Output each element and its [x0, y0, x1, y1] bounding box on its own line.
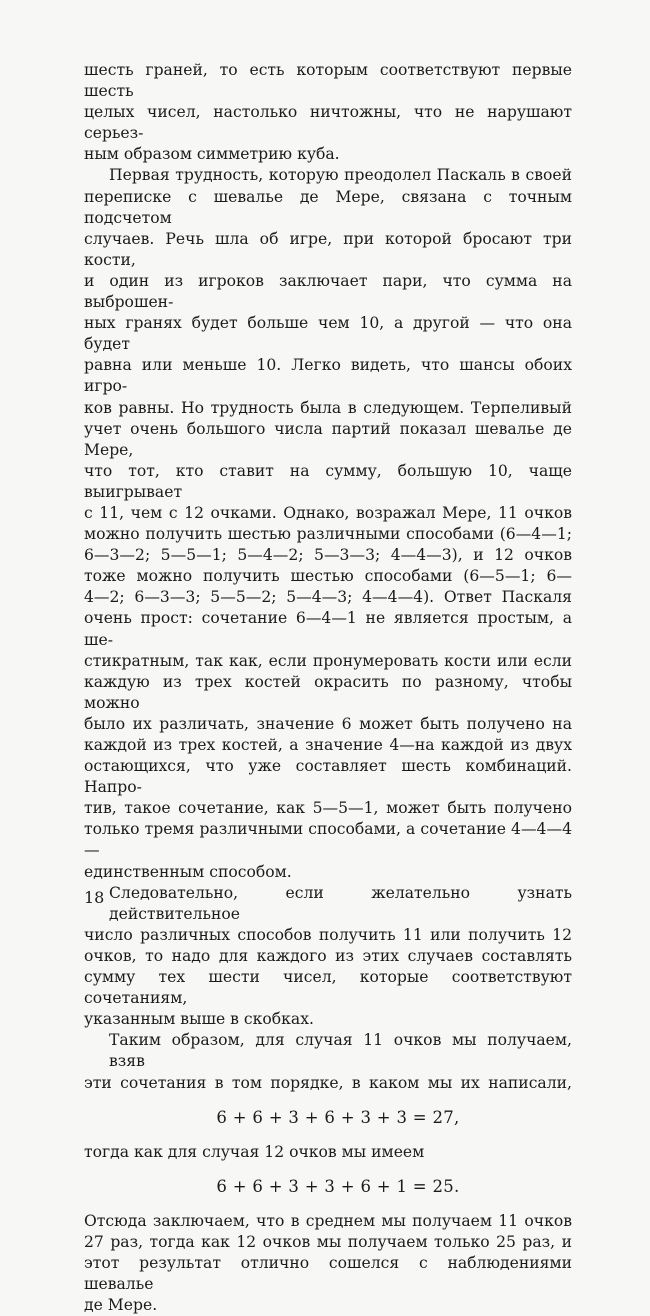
text-line: целых чисел, настолько ничтожны, что не нарушают серьез-	[84, 103, 572, 143]
text-line: переписке с шевалье де Мере, связана с точным подсчетом	[84, 187, 572, 227]
text-line: ным образом симметрию куба.	[84, 145, 340, 164]
text-line: этот результат отлично сошелся с наблюдениями шевалье	[84, 1253, 572, 1293]
text-line: тив, такое сочетание, как 5—5—1, может быть получено	[84, 799, 572, 818]
paragraph-continuation	[84, 60, 572, 165]
text-line: равна или меньше 10. Легко видеть, что шансы обоих игро-	[84, 356, 572, 396]
text-line: Первая трудность, которую преодолел Паскаль в своей	[109, 166, 572, 185]
text-line: 27 раз, тогда как 12 очков мы получаем только 25 раз, и	[84, 1232, 572, 1251]
text-line: ков равны. Но трудность была в следующем. Терпеливый	[84, 398, 572, 417]
text-line: тогда как для случая 12 очков мы имеем	[84, 1142, 425, 1161]
text-line: тоже можно получить шестью способами (6—5—1; 6—	[84, 567, 572, 586]
text-line: очков, то надо для каждого из этих случаев составлять	[84, 946, 572, 965]
text-line: 4—2; 6—3—3; 5—5—2; 5—4—3; 4—4—4). Ответ Паскаля	[84, 588, 572, 607]
paragraph-counting-method	[84, 883, 572, 1031]
text-line: Следовательно, если желательно узнать действительное	[109, 883, 572, 923]
text-line: число различных способов получить 11 или получить 12	[84, 925, 572, 944]
formula-sum-27: 6 + 6 + 3 + 6 + 3 + 3 = 27,	[216, 1107, 460, 1127]
text-line: каждую из трех костей окрасить по разному, чтобы можно	[84, 672, 572, 712]
text-line: стикратным, так как, если пронумеровать кости или если	[84, 651, 572, 670]
text-line: Отсюда заключаем, что в среднем мы получаем 11 очков	[84, 1211, 572, 1230]
text-line: Таким образом, для случая 11 очков мы получаем, взяв	[109, 1031, 572, 1071]
text-line: шесть граней, то есть которым соответствуют первые шесть	[84, 61, 572, 101]
formula-sum-25: 6 + 6 + 3 + 3 + 6 + 1 = 25.	[216, 1176, 460, 1196]
text-line: и один из игроков заключает пари, что сумма на выброшен-	[84, 271, 572, 312]
text-line: 6—3—2; 5—5—1; 5—4—2; 5—3—3; 4—4—3), и 12 очков	[84, 546, 572, 565]
text-line: эти сочетания в том порядке, в каком мы их написали,	[84, 1073, 572, 1092]
text-line: что тот, кто ставит на сумму, большую 10, чаще выигрывает	[84, 461, 572, 501]
text-line: учет очень большого числа партий показал шевалье де Мере,	[84, 419, 572, 459]
text-line: ных гранях будет больше чем 10, а другой — что она будет	[84, 314, 572, 354]
text-line: с 11, чем с 12 очками. Однако, возражал Мере, 11 очков	[84, 503, 572, 522]
page-body	[84, 60, 572, 1316]
paragraph-between-formulas	[84, 1142, 572, 1163]
text-line: указанным выше в скобках.	[84, 1010, 314, 1029]
text-line: сумму тех шести чисел, которые соответствуют сочетаниям,	[84, 968, 572, 1008]
text-line: единственным способом.	[84, 862, 292, 881]
paragraph-pascal-problem	[84, 165, 572, 882]
text-line: случаев. Речь шла об игре, при которой бросают три кости,	[84, 229, 572, 269]
text-line: остающихся, что уже составляет шесть комбинаций. Напро-	[84, 757, 572, 797]
text-line: было их различать, значение 6 может быть получено на	[84, 714, 572, 733]
text-line: каждой из трех костей, а значение 4—на каждой из двух	[84, 736, 572, 754]
paragraph-conclusion	[84, 1211, 572, 1316]
text-line: очень прост: сочетание 6—4—1 не является простым, а ше-	[84, 609, 572, 649]
text-line: де Мере.	[84, 1296, 158, 1315]
text-line: можно получить шестью различными способами (6—4—1;	[84, 525, 572, 544]
page-number: 18	[84, 888, 105, 907]
paragraph-formula-intro	[84, 1030, 572, 1093]
text-line: только тремя различными способами, а сочетание 4—4—4 —	[84, 820, 572, 860]
